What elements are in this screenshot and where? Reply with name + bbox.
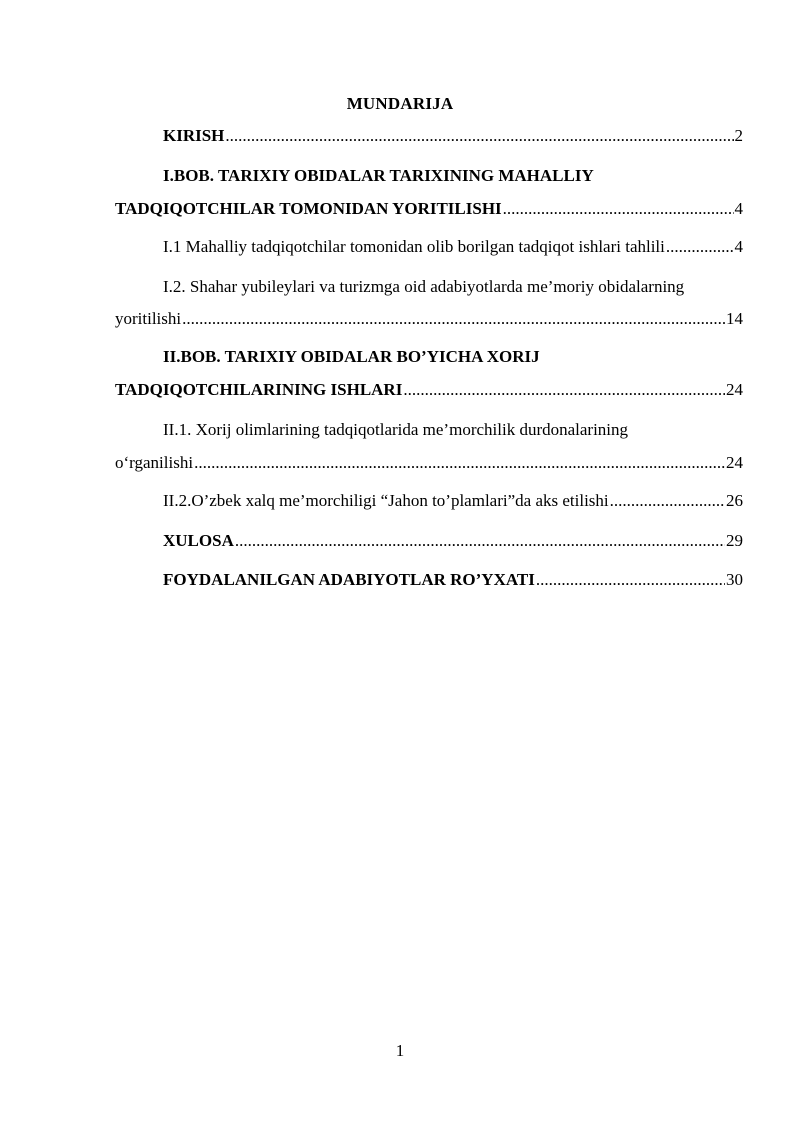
toc-entry-label: XULOSA [163,531,234,550]
dot-leader [536,569,725,591]
toc-entry-xulosa[interactable] [115,530,743,552]
toc-page-number: 24 [726,453,743,472]
toc-entry-section-2-1-line-1[interactable] [115,419,743,441]
toc-entry-label-continued: TADQIQOTCHILARINING ISHLARI [115,380,403,399]
toc-entry-section-2-2[interactable] [115,490,743,512]
toc-entry-label: I.BOB. TARIXIY OBIDALAR TARIXINING MAHALLIY [163,166,594,185]
toc-entry-label: I.2. Shahar yubileylari va turizmga oid adabiyotlarda me’moriy obidalarning [163,277,685,296]
toc-entry-label-continued: o‘rganilishi [115,453,194,472]
page-number: 1 [395,1041,405,1060]
toc-page-number: 26 [726,491,743,510]
toc-page-number: 14 [726,309,743,328]
toc-entry-chapter-2-line-2[interactable] [115,379,743,401]
toc-entry-label: II.2.O’zbek xalq me’morchiligi “Jahon to’plamlari”da aks etilishi [163,491,609,510]
toc-entry-references[interactable] [115,569,743,591]
dot-leader [225,125,733,147]
toc-entry-label-continued: yoritilishi [115,309,182,328]
toc-entry-chapter-2-line-1[interactable] [115,346,743,368]
toc-page-number: 4 [734,237,743,256]
dot-leader [403,379,725,401]
toc-entry-label: I.1 Mahalliy tadqiqotchilar tomonidan olib borilgan tadqiqot ishlari tahlili [163,237,665,256]
toc-entry-section-1-1[interactable] [115,236,743,258]
page-title: MUNDARIJA [346,94,454,113]
toc-entry-label: II.BOB. TARIXIY OBIDALAR BO’YICHA XORIJ [163,347,540,366]
toc-entry-section-1-2-line-2[interactable] [115,308,743,330]
dot-leader [666,236,734,258]
toc-entry-label: KIRISH [163,126,225,145]
toc-entry-label: FOYDALANILGAN ADABIYOTLAR RO’YXATI [163,570,535,589]
dot-leader [503,198,734,220]
toc-entry-label-continued: TADQIQOTCHILAR TOMONIDAN YORITILISHI [115,199,502,218]
toc-entry-label: II.1. Xorij olimlarining tadqiqotlarida me’morchilik durdonalarining [163,420,629,439]
toc-entry-section-1-2-line-1[interactable] [115,276,743,298]
toc-page-number: 4 [734,199,743,218]
toc-entry-chapter-1-line-2[interactable] [115,198,743,220]
dot-leader [182,308,725,330]
toc-page-number: 24 [726,380,743,399]
dot-leader [194,452,725,474]
toc-page-number: 30 [726,570,743,589]
toc-page-number: 29 [726,531,743,550]
dot-leader [235,530,725,552]
toc-page-number: 2 [734,126,743,145]
toc-entry-section-2-1-line-2[interactable] [115,452,743,474]
dot-leader [610,490,725,512]
toc-entry-chapter-1-line-1[interactable] [115,165,743,187]
toc-entry-kirish[interactable] [115,125,743,147]
